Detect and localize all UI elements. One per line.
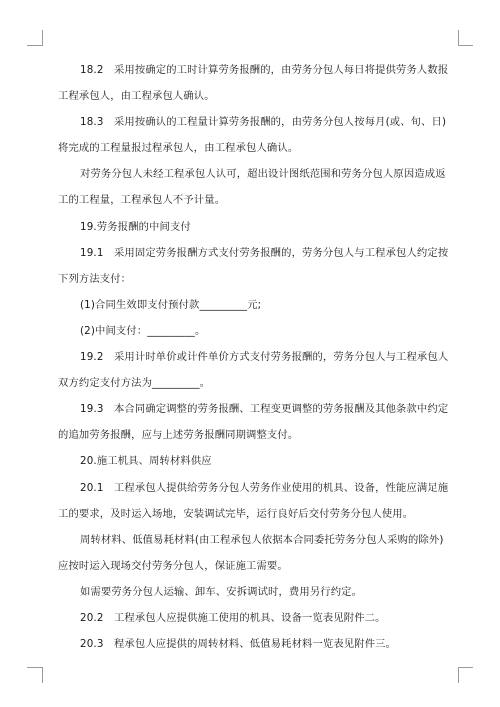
text-line: 20.2 工程承包人应提供施工使用的机具、设备一览表见附件二。 (80, 611, 386, 624)
text-line: 周转材料、低值易耗材料(由工程承包人依据本合同委托劳务分包人采购的除外) (80, 533, 444, 546)
text-line: 的追加劳务报酬，应与上述劳务报酬同期调整支付。 (58, 429, 299, 442)
crop-mark-bottom-right-h (458, 667, 473, 668)
text-line: 18.3 采用按确认的工程量计算劳务报酬的，由劳务分包人按每月(或、旬、日) (80, 116, 447, 129)
text-line: 19.3 本合同确定调整的劳务报酬、工程变更调整的劳务报酬及其他条款中约定 (80, 403, 449, 416)
text-line: 工程承包人，由工程承包人确认。 (58, 90, 215, 103)
text-line: (2)中间支付：_________。 (80, 324, 206, 337)
text-line: 19.2 采用计时单价或计件单价方式支付劳务报酬的，劳务分包人与工程承包人 (80, 351, 449, 364)
text-line: 19.劳务报酬的中间支付 (80, 220, 191, 233)
crop-mark-bottom-left-v (42, 667, 43, 683)
text-line: 工的要求，及时运入场地，安装调试完毕，运行良好后交付劳务分包人使用。 (58, 507, 414, 520)
text-line: 18.2 采用按确定的工时计算劳务报酬的，由劳务分包人每日将提供劳务人数报 (80, 64, 449, 76)
text-line: 如需要劳务分包人运输、卸车、安拆调试时，费用另行约定。 (80, 585, 363, 598)
crop-mark-bottom-left-h (27, 667, 42, 668)
crop-mark-top-left-v (42, 30, 43, 46)
crop-mark-top-right-h (458, 45, 473, 46)
text-line: 工的工程量，工程承包人不予计量。 (58, 194, 226, 207)
text-line: 应按时运入现场交付劳务分包人，保证施工需要。 (58, 559, 288, 572)
crop-mark-bottom-right-v (458, 667, 459, 683)
text-line: 20.1 工程承包人提供给劳务分包人劳务作业使用的机具、设备，性能应满足施 (80, 481, 449, 494)
text-line: 20.3 程承包人应提供的周转材料、低值易耗材料一览表见附件三。 (80, 638, 397, 651)
text-line: 双方约定支付方法为_________。 (58, 377, 211, 390)
text-line: 将完成的工程量报过程承包人，由工程承包人确认。 (58, 142, 299, 155)
text-line: 19.1 采用固定劳务报酬方式支付劳务报酬的，劳务分包人与工程承包人约定按 (80, 246, 449, 259)
crop-mark-top-right-v (458, 30, 459, 46)
text-line: 20.施工机具、周转材料供应 (80, 455, 212, 468)
text-line: 对劳务分包人未经工程承包人认可，超出设计图纸范围和劳务分包人原因造成返 (80, 168, 446, 181)
document-body (58, 64, 450, 664)
text-line: 下列方法支付： (58, 272, 132, 285)
text-line: (1)合同生效即支付预付款_________元; (80, 298, 262, 311)
crop-mark-top-left-h (27, 45, 42, 46)
